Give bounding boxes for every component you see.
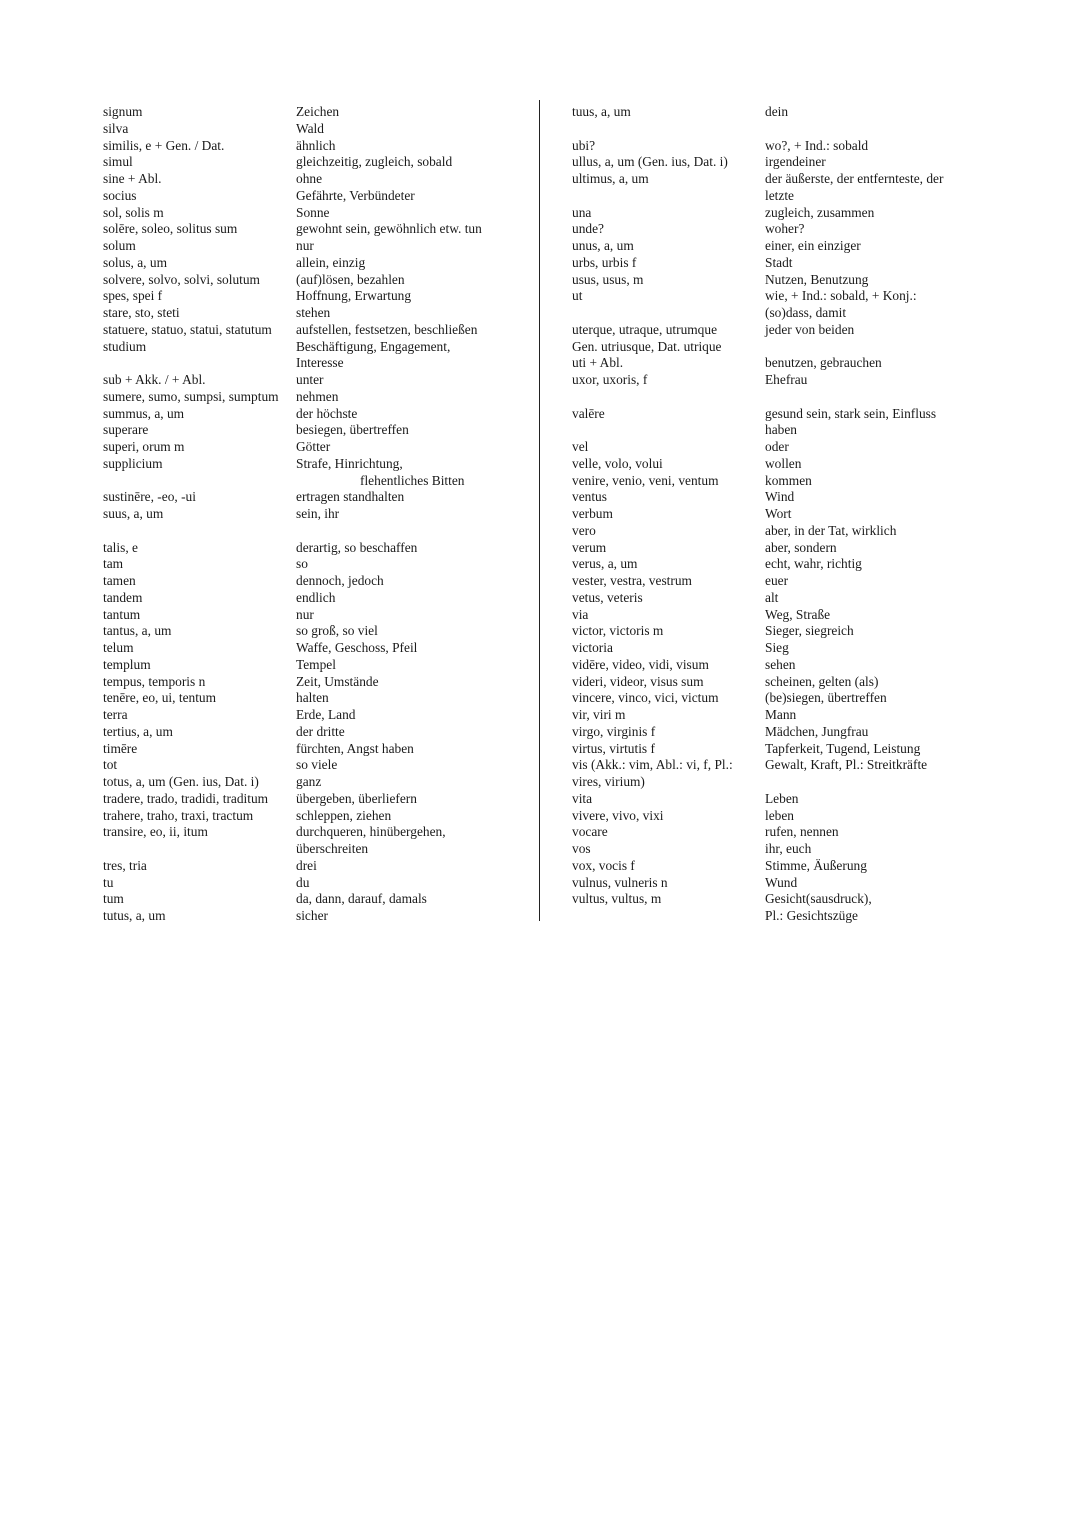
vocab-entry	[572, 473, 992, 490]
vocab-entry	[103, 556, 523, 573]
latin-term: tutus, a, um	[103, 908, 166, 923]
latin-term: templum	[103, 656, 151, 672]
vocab-entry	[572, 372, 992, 389]
german-translation: scheinen, gelten (als)	[765, 673, 879, 689]
german-translation: du	[296, 874, 310, 890]
vocab-entry	[572, 824, 992, 841]
german-translation: alt	[765, 589, 779, 605]
latin-term: vero	[572, 522, 596, 538]
german-translation: ohne	[296, 171, 323, 186]
latin-term: verbum	[572, 506, 613, 521]
vocab-entry	[103, 640, 523, 657]
latin-term: solum	[103, 238, 136, 253]
german-translation: Mann	[765, 707, 797, 722]
german-translation: übergeben, überliefern	[296, 790, 417, 806]
latin-term: superi, orum m	[103, 439, 185, 454]
latin-term: videri, videor, visus sum	[572, 673, 704, 689]
german-translation: Mädchen, Jungfrau	[765, 723, 869, 739]
german-translation: der höchste	[296, 405, 358, 421]
german-translation: so viele	[296, 757, 338, 773]
german-translation: Erde, Land	[296, 707, 356, 722]
german-translation: woher?	[765, 221, 805, 237]
german-translation: der äußerste, der entfernteste, der letzte	[765, 171, 944, 203]
right-vocab-column	[572, 104, 992, 925]
vocab-entry	[572, 322, 992, 356]
latin-term: valēre	[572, 405, 605, 421]
vocab-entry	[103, 439, 523, 456]
german-translation: nur	[296, 238, 314, 253]
vocab-entry	[103, 489, 523, 506]
german-translation: gewohnt sein, gewöhnlich etw. tun	[296, 221, 482, 237]
german-translation: gleichzeitig, zugleich, sobald	[296, 154, 453, 170]
latin-term: tres, tria	[103, 857, 147, 873]
german-translation: Stimme, Äußerung	[765, 857, 867, 873]
latin-term: ubi?	[572, 137, 596, 153]
vocab-entry	[103, 154, 523, 171]
vocab-entry	[103, 573, 523, 590]
vocab-entry	[572, 523, 992, 540]
german-translation: gesund sein, stark sein, Einfluss haben	[765, 405, 937, 438]
german-translation: so	[296, 556, 308, 572]
german-translation: zugleich, zusammen	[765, 204, 875, 220]
vocab-entry	[103, 205, 523, 222]
vocab-entry	[572, 406, 992, 440]
vocab-entry	[103, 188, 523, 205]
latin-term: sumere, sumo, sumpsi, sumptum	[103, 388, 279, 404]
latin-term: spes, spei f	[103, 288, 163, 304]
german-translation: sein, ihr	[296, 506, 340, 521]
latin-term: superare	[103, 422, 149, 438]
german-translation: drei	[296, 857, 317, 873]
latin-term: tenēre, eo, ui, tentum	[103, 690, 217, 706]
vocab-entry	[103, 272, 523, 289]
german-translation: halten	[296, 690, 329, 706]
latin-term: tuus, a, um	[572, 104, 631, 119]
latin-term: tantum	[103, 606, 141, 622]
german-translation: Wald	[296, 120, 324, 136]
latin-term: summus, a, um	[103, 405, 185, 421]
vocab-entry	[103, 523, 523, 540]
latin-term: solvere, solvo, solvi, solutum	[103, 271, 260, 287]
german-translation: allein, einzig	[296, 254, 366, 270]
vocab-entry	[103, 506, 523, 523]
vocab-entry	[103, 238, 523, 255]
vocab-entry	[103, 757, 523, 774]
german-translation: Beschäftigung, Engagement, Interesse	[296, 338, 451, 371]
german-translation: Sieger, siegreich	[765, 623, 854, 639]
latin-term: via	[572, 606, 589, 622]
vocab-entry	[103, 657, 523, 674]
latin-term: vos	[572, 841, 591, 856]
latin-term: vox, vocis f	[572, 857, 635, 873]
german-translation: dein	[765, 104, 789, 119]
latin-term: signum	[103, 104, 143, 119]
vocab-entry	[572, 389, 992, 406]
german-translation: nehmen	[296, 388, 339, 404]
german-translation: dennoch, jedoch	[296, 573, 384, 588]
german-translation: aber, sondern	[765, 539, 837, 555]
latin-term: usus, usus, m	[572, 271, 644, 287]
vocab-entry	[103, 339, 523, 373]
vocab-entry	[103, 791, 523, 808]
vocab-entry	[572, 205, 992, 222]
latin-term: victoria	[572, 640, 613, 655]
vocab-entry	[103, 875, 523, 892]
german-translation: so groß, so viel	[296, 623, 378, 639]
vocab-entry	[572, 456, 992, 473]
latin-term: stare, sto, steti	[103, 305, 180, 320]
german-translation: nur	[296, 606, 314, 622]
vocab-entry	[103, 322, 523, 339]
vocab-entry	[103, 690, 523, 707]
vocab-entry	[572, 858, 992, 875]
german-translation: ähnlich	[296, 137, 336, 153]
german-translation: Götter	[296, 439, 331, 454]
latin-term: vidēre, video, vidi, visum	[572, 656, 709, 672]
latin-term: solēre, soleo, solitus sum	[103, 221, 238, 237]
german-translation: Sonne	[296, 204, 330, 220]
vocab-entry	[103, 858, 523, 875]
vocab-entry	[103, 824, 523, 858]
vocab-entry	[103, 891, 523, 908]
vocab-entry	[103, 774, 523, 791]
latin-term: tam	[103, 556, 124, 572]
latin-term: virgo, virginis f	[572, 723, 656, 739]
latin-term: sustinēre, -eo, -ui	[103, 489, 196, 505]
vocab-entry	[103, 255, 523, 272]
german-translation: oder	[765, 439, 789, 454]
german-translation: Wind	[765, 489, 795, 505]
latin-term: suus, a, um	[103, 506, 164, 521]
german-translation: Zeit, Umstände	[296, 673, 379, 689]
vocab-entry	[103, 422, 523, 439]
latin-term: sub + Akk. / + Abl.	[103, 372, 206, 387]
latin-term: ventus	[572, 489, 607, 505]
latin-term: vivere, vivo, vixi	[572, 807, 664, 823]
vocab-entry	[103, 389, 523, 406]
german-translation: Ehefrau	[765, 372, 808, 387]
latin-term: sol, solis m	[103, 204, 164, 220]
latin-term: sine + Abl.	[103, 171, 162, 186]
latin-term: urbs, urbis f	[572, 254, 637, 270]
german-translation: Zeichen	[296, 104, 340, 119]
vocab-entry-continuation	[103, 473, 523, 490]
german-translation: Leben	[765, 790, 799, 806]
vocab-entry	[572, 489, 992, 506]
latin-term: tum	[103, 891, 124, 907]
column-divider	[539, 100, 540, 921]
vocab-entry	[572, 255, 992, 272]
german-translation: wo?, + Ind.: sobald	[765, 137, 869, 153]
latin-term: vocare	[572, 824, 608, 840]
vocab-entry	[572, 891, 992, 925]
german-translation: (auf)lösen, bezahlen	[296, 271, 405, 287]
german-translation: fürchten, Angst haben	[296, 740, 414, 756]
latin-term: studium	[103, 338, 147, 354]
latin-term: tu	[103, 874, 114, 890]
latin-term: vincere, vinco, vici, victum	[572, 690, 719, 706]
latin-term: vulnus, vulneris n	[572, 874, 668, 890]
latin-term: vis (Akk.: vim, Abl.: vi, f, Pl.: vires, virium)	[572, 757, 733, 789]
latin-term: tot	[103, 757, 118, 773]
latin-term: virtus, virtutis f	[572, 740, 655, 756]
vocab-entry	[572, 540, 992, 557]
german-translation: Hoffnung, Erwartung	[296, 288, 412, 304]
german-translation: sicher	[296, 908, 328, 923]
german-translation: rufen, nennen	[765, 824, 839, 840]
vocab-entry	[572, 590, 992, 607]
german-translation: besiegen, übertreffen	[296, 422, 409, 438]
german-translation: Waffe, Geschoss, Pfeil	[296, 640, 418, 655]
german-translation: Strafe, Hinrichtung,	[296, 455, 403, 471]
vocab-entry	[572, 607, 992, 624]
latin-term: verum	[572, 539, 607, 555]
german-translation: aufstellen, festsetzen, beschließen	[296, 321, 478, 337]
vocab-entry	[572, 288, 992, 322]
german-translation: leben	[765, 807, 794, 823]
vocab-entry	[103, 221, 523, 238]
german-translation: ganz	[296, 774, 322, 789]
vocab-entry	[572, 640, 992, 657]
latin-term: vultus, vultus, m	[572, 891, 662, 907]
vocab-entry	[572, 121, 992, 138]
latin-term: ullus, a, um (Gen. ius, Dat. i)	[572, 154, 728, 170]
vocab-entry	[103, 707, 523, 724]
latin-term: ultimus, a, um	[572, 171, 649, 186]
latin-term: tamen	[103, 573, 136, 588]
vocab-entry	[103, 607, 523, 624]
vocab-entry	[572, 355, 992, 372]
latin-term: vir, viri m	[572, 707, 626, 722]
vocab-entry	[572, 674, 992, 691]
latin-term: supplicium	[103, 455, 163, 471]
latin-term: silva	[103, 120, 129, 136]
german-translation: euer	[765, 573, 789, 588]
latin-term: vetus, veteris	[572, 589, 643, 605]
latin-term: ut	[572, 288, 583, 304]
german-translation: wie, + Ind.: sobald, + Konj.: (so)dass, damit	[765, 288, 917, 320]
german-translation: benutzen, gebrauchen	[765, 355, 882, 371]
vocab-entry	[103, 456, 523, 473]
latin-term: uterque, utraque, utrumque Gen. utriusque, Dat. utrique	[572, 321, 722, 354]
vocab-entry	[572, 657, 992, 674]
vocab-entry	[103, 623, 523, 640]
german-translation: Stadt	[765, 254, 793, 270]
vocab-entry	[572, 154, 992, 171]
vocab-entry	[572, 791, 992, 808]
vocab-entry	[572, 573, 992, 590]
vocab-entry	[572, 707, 992, 724]
german-translation: Tapferkeit, Tugend, Leistung	[765, 740, 921, 756]
vocab-entry	[572, 171, 992, 205]
german-translation: einer, ein einziger	[765, 238, 861, 253]
vocab-entry	[103, 741, 523, 758]
vocab-entry	[103, 104, 523, 121]
vocab-entry	[572, 556, 992, 573]
vocab-entry	[572, 238, 992, 255]
latin-term: talis, e	[103, 539, 138, 555]
vocab-entry	[103, 288, 523, 305]
vocab-entry	[103, 138, 523, 155]
latin-term: uxor, uxoris, f	[572, 372, 648, 387]
german-translation: Sieg	[765, 640, 789, 655]
latin-term: unde?	[572, 221, 604, 237]
german-translation: Wort	[765, 506, 792, 521]
latin-term: timēre	[103, 740, 138, 756]
vocab-entry	[103, 590, 523, 607]
latin-term: tradere, trado, tradidi, traditum	[103, 790, 269, 806]
german-translation: schleppen, ziehen	[296, 807, 392, 823]
german-translation: echt, wahr, richtig	[765, 556, 862, 572]
latin-term: telum	[103, 640, 134, 655]
latin-term: venire, venio, veni, ventum	[572, 472, 719, 488]
latin-term: vester, vestra, vestrum	[572, 573, 692, 588]
german-translation: endlich	[296, 589, 336, 605]
latin-term: uti + Abl.	[572, 355, 624, 371]
vocab-entry	[103, 305, 523, 322]
latin-term: statuere, statuo, statui, statutum	[103, 321, 272, 337]
vocab-entry	[103, 808, 523, 825]
german-translation: ertragen standhalten	[296, 489, 405, 505]
german-translation: aber, in der Tat, wirklich	[765, 522, 897, 538]
latin-term: verus, a, um	[572, 556, 638, 572]
latin-term: unus, a, um	[572, 238, 634, 253]
vocab-entry	[572, 741, 992, 758]
latin-term: vel	[572, 439, 589, 454]
german-translation: da, dann, darauf, damals	[296, 891, 427, 907]
latin-term: velle, volo, volui	[572, 455, 663, 471]
german-translation: ihr, euch	[765, 841, 812, 856]
german-translation: durchqueren, hinübergehen, überschreiten	[296, 824, 446, 856]
vocab-entry	[572, 841, 992, 858]
vocab-entry	[572, 138, 992, 155]
latin-term: terra	[103, 707, 128, 722]
german-translation: Gefährte, Verbündeter	[296, 187, 415, 203]
german-translation: (be)siegen, übertreffen	[765, 690, 887, 706]
latin-term: victor, victoris m	[572, 623, 664, 639]
latin-term: tantus, a, um	[103, 623, 172, 639]
vocab-entry	[103, 121, 523, 138]
german-translation: der dritte	[296, 723, 345, 739]
latin-term: simul	[103, 154, 133, 170]
vocab-entry	[572, 875, 992, 892]
latin-term: similis, e + Gen. / Dat.	[103, 137, 225, 153]
german-translation: kommen	[765, 472, 812, 488]
vocab-entry	[572, 690, 992, 707]
vocab-entry	[103, 372, 523, 389]
latin-term: transire, eo, ii, itum	[103, 824, 208, 840]
german-translation: Nutzen, Benutzung	[765, 271, 869, 287]
latin-term: vita	[572, 790, 593, 806]
german-translation: irgendeiner	[765, 154, 826, 170]
vocab-entry	[103, 724, 523, 741]
vocab-entry	[572, 757, 992, 791]
german-translation: jeder von beiden	[765, 321, 855, 337]
german-translation: Gesicht(sausdruck), Pl.: Gesichtszüge	[765, 891, 872, 923]
latin-term: tertius, a, um	[103, 723, 173, 739]
german-translation: derartig, so beschaffen	[296, 539, 418, 555]
vocab-entry	[103, 908, 523, 925]
vocab-entry	[572, 221, 992, 238]
german-translation: Gewalt, Kraft, Pl.: Streitkräfte	[765, 757, 928, 773]
latin-term: socius	[103, 187, 137, 203]
vocab-entry	[572, 439, 992, 456]
latin-term: solus, a, um	[103, 254, 167, 270]
german-translation: unter	[296, 372, 324, 387]
german-translation: Tempel	[296, 656, 336, 672]
german-translation: Wund	[765, 874, 798, 890]
vocab-entry	[572, 808, 992, 825]
vocab-entry	[103, 406, 523, 423]
latin-term: totus, a, um (Gen. ius, Dat. i)	[103, 774, 259, 789]
german-translation: sehen	[765, 656, 796, 672]
left-vocab-column	[103, 104, 523, 925]
german-translation: stehen	[296, 305, 331, 320]
vocab-entry	[103, 540, 523, 557]
latin-term: trahere, traho, traxi, tractum	[103, 807, 254, 823]
german-translation: wollen	[765, 455, 802, 471]
latin-term: tandem	[103, 589, 143, 605]
german-translation: Weg, Straße	[765, 606, 831, 622]
latin-term: una	[572, 204, 592, 220]
vocab-entry	[572, 506, 992, 523]
vocab-entry	[103, 674, 523, 691]
vocab-entry	[572, 724, 992, 741]
latin-term: tempus, temporis n	[103, 673, 206, 689]
german-translation-continued: flehentliches Bitten	[360, 472, 465, 488]
vocab-entry	[572, 104, 992, 121]
vocab-entry	[572, 272, 992, 289]
vocab-entry	[572, 623, 992, 640]
vocab-entry	[103, 171, 523, 188]
